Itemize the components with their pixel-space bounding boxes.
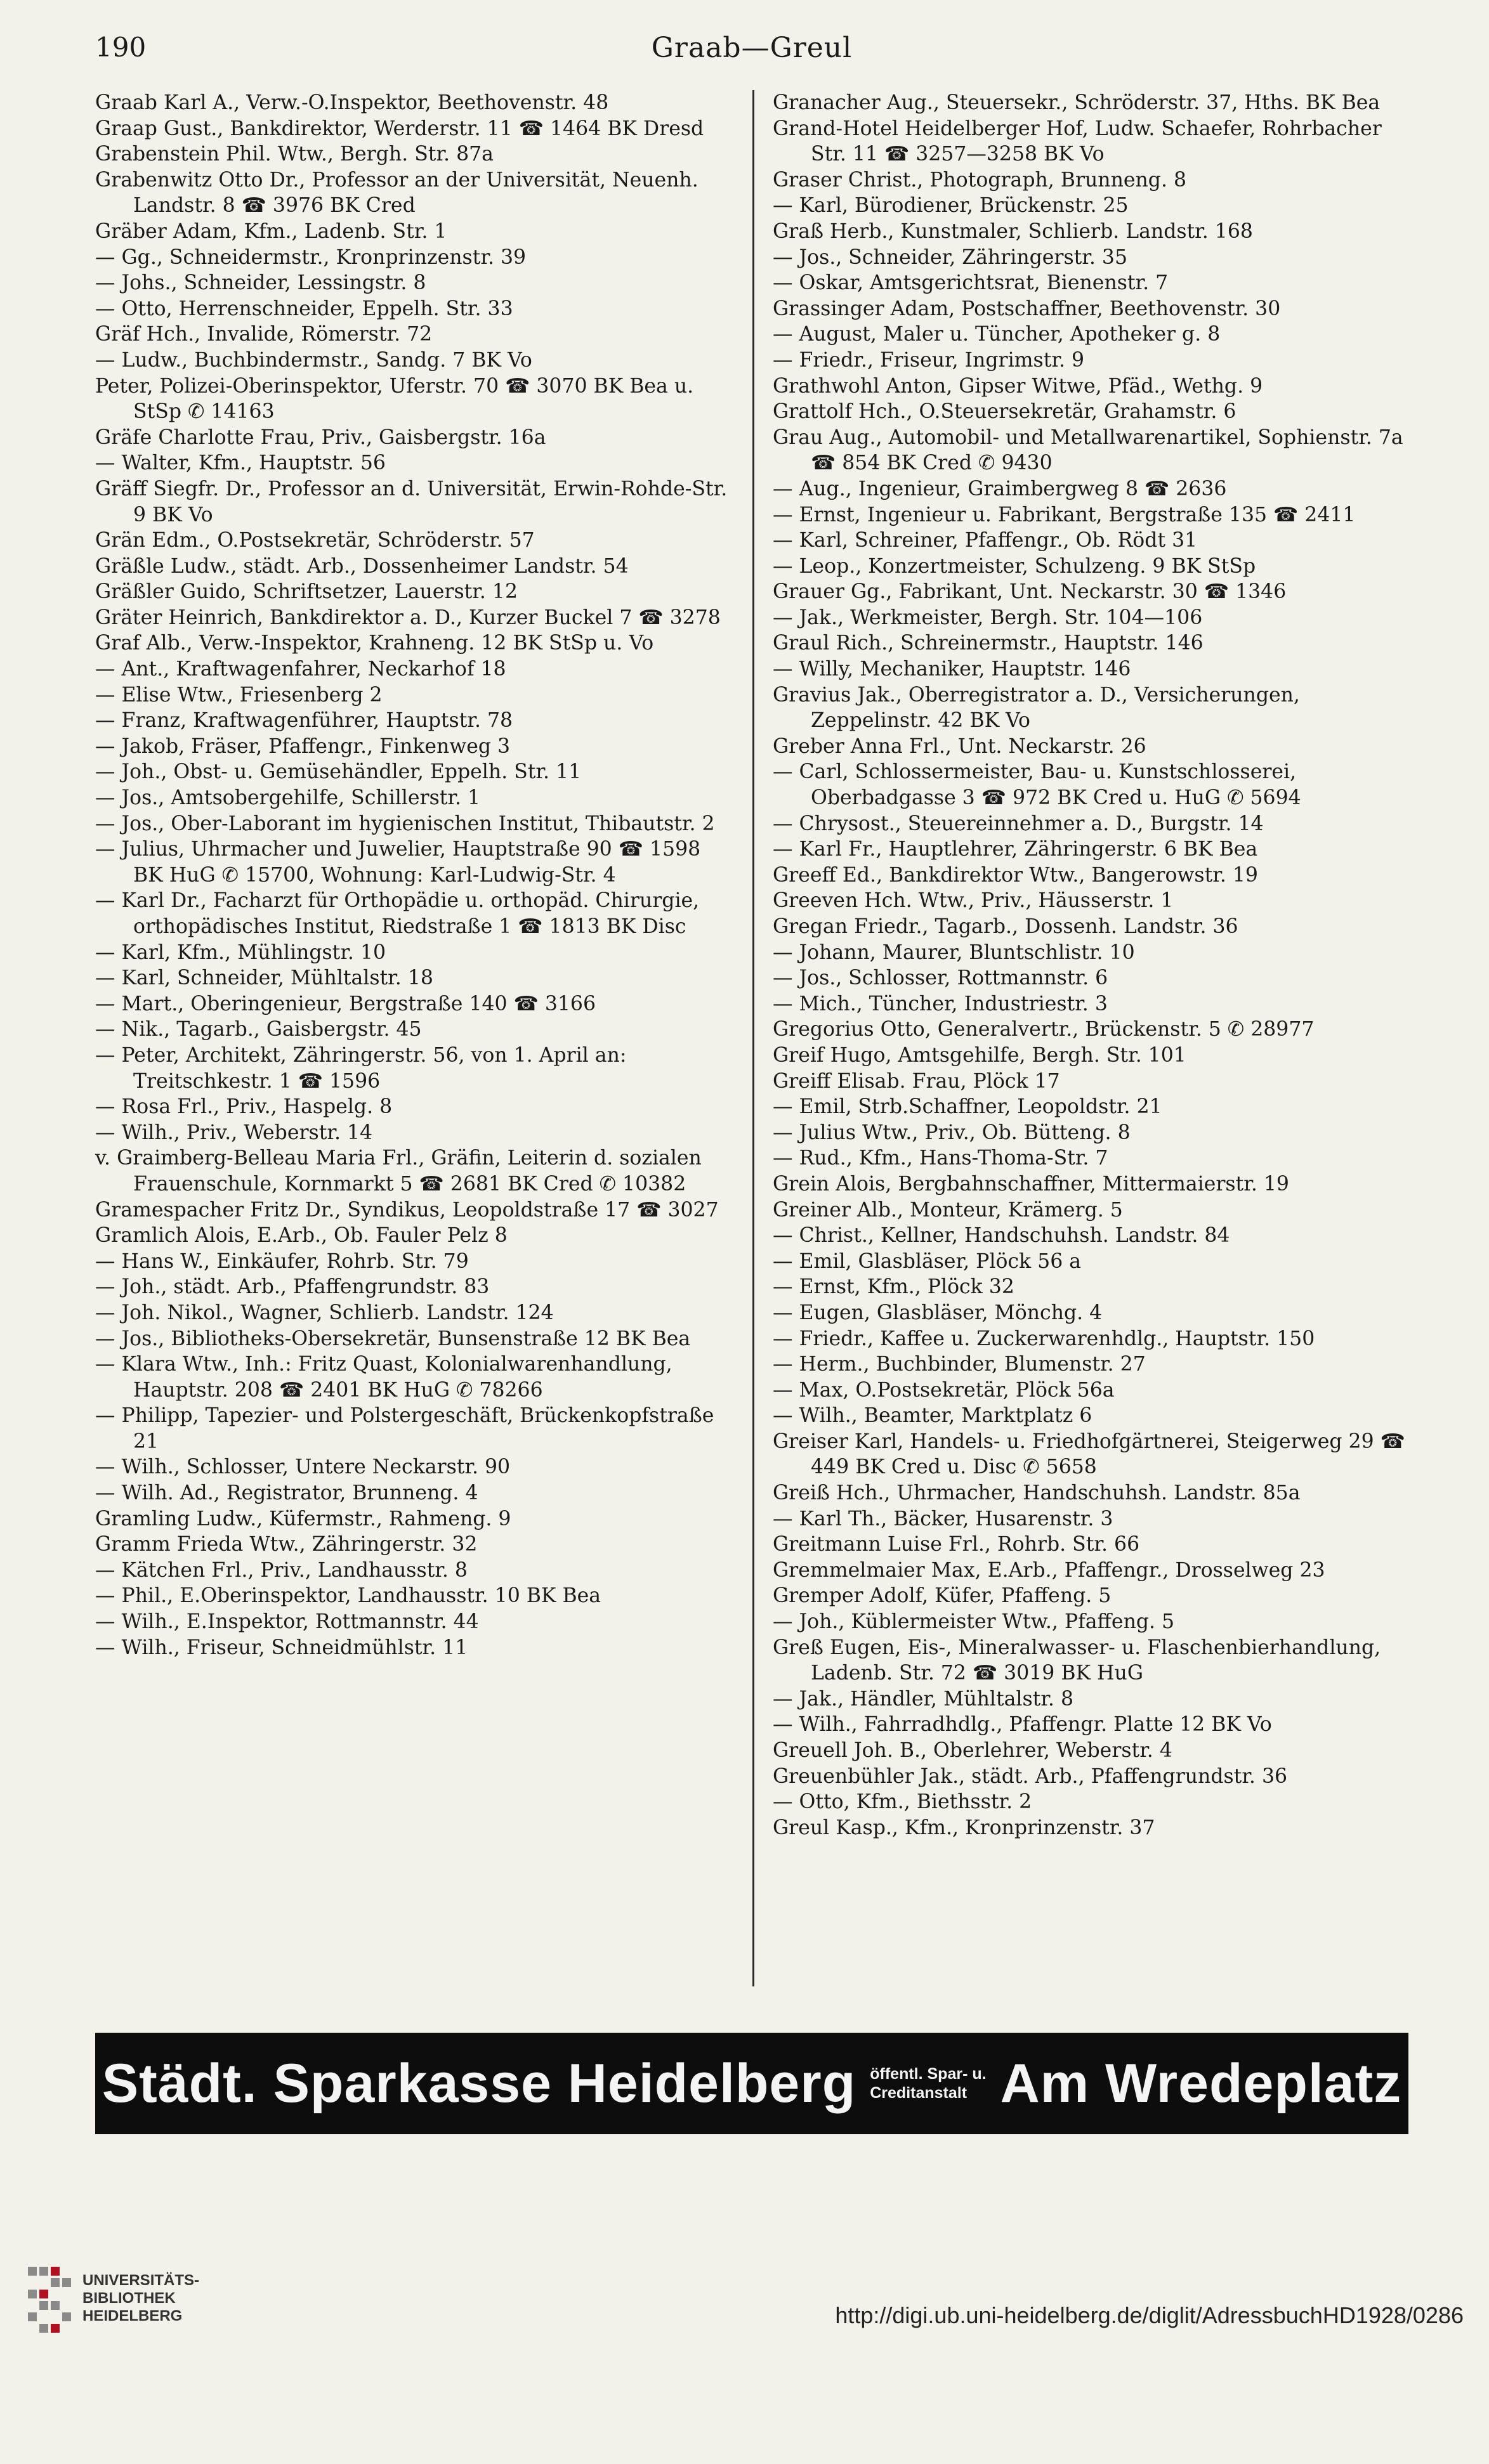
- directory-entry: — Mart., Oberingenieur, Bergstraße 140 ☎ 3166: [95, 992, 596, 1015]
- directory-entry: — Jak., Werkmeister, Bergh. Str. 104—106: [773, 606, 1203, 629]
- directory-entry: — Karl Th., Bäcker, Husarenstr. 3: [773, 1507, 1113, 1530]
- directory-entry: Greeff Ed., Bankdirektor Wtw., Bangerowstr. 19: [773, 863, 1258, 887]
- directory-entry: — Karl, Kfm., Mühlingstr. 10: [95, 941, 386, 964]
- directory-entry: — Max, O.Postsekretär, Plöck 56a: [773, 1378, 1115, 1402]
- directory-entry: — Jos., Amtsobergehilfe, Schillerstr. 1: [95, 786, 481, 810]
- directory-entry: Graul Rich., Schreinermstr., Hauptstr. 146: [773, 632, 1204, 655]
- left-column: [95, 90, 733, 1999]
- directory-entry: — Eugen, Glasbläser, Mönchg. 4: [773, 1301, 1103, 1324]
- directory-entry: Graap Gust., Bankdirektor, Werderstr. 11 ☎ 1464 BK Dresd: [95, 117, 704, 140]
- directory-entry: — Joh., städt. Arb., Pfaffengrundstr. 83: [95, 1275, 490, 1299]
- directory-entry: — Friedr., Friseur, Ingrimstr. 9: [773, 348, 1085, 372]
- directory-entry: — Emil, Strb.Schaffner, Leopoldstr. 21: [773, 1095, 1162, 1119]
- directory-entry: — Leop., Konzertmeister, Schulzeng. 9 BK StSp: [773, 554, 1256, 578]
- directory-entry: Greß Eugen, Eis-, Mineralwasser- u. Flaschenbierhandlung, Ladenb. Str. 72 ☎ 3019 BK HuG: [773, 1636, 1381, 1685]
- directory-entry: Greul Kasp., Kfm., Kronprinzenstr. 37: [773, 1816, 1155, 1839]
- directory-entry: Gräber Adam, Kfm., Ladenb. Str. 1: [95, 219, 447, 243]
- directory-entry: — Wilh. Ad., Registrator, Brunneng. 4: [95, 1482, 478, 1505]
- directory-entry: — Karl Dr., Facharzt für Orthopädie u. orthopäd. Chirurgie, orthopädisches Institut, Riedstraße 1 ☎ 1813 BK Disc: [95, 889, 700, 938]
- directory-entry: — Gg., Schneidermstr., Kronprinzenstr. 39: [95, 245, 527, 269]
- ad-bank-name: Städt. Sparkasse Heidelberg: [102, 2052, 856, 2114]
- directory-entry: — Phil., E.Oberinspektor, Landhausstr. 10 BK Bea: [95, 1584, 601, 1608]
- directory-entry: — Wilh., E.Inspektor, Rottmannstr. 44: [95, 1610, 479, 1634]
- directory-entry: Greeven Hch. Wtw., Priv., Häusserstr. 1: [773, 889, 1174, 913]
- directory-entry: — Christ., Kellner, Handschuhsh. Landstr. 84: [773, 1224, 1230, 1248]
- directory-entry: — Nik., Tagarb., Gaisbergstr. 45: [95, 1018, 422, 1041]
- directory-entry: — Klara Wtw., Inh.: Fritz Quast, Kolonialwarenhandlung, Hauptstr. 208 ☎ 2401 BK HuG ✆ 78266: [95, 1353, 672, 1402]
- directory-entry: — Jos., Schlosser, Rottmannstr. 6: [773, 967, 1108, 990]
- directory-entry: Gräff Siegfr. Dr., Professor an d. Universität, Erwin-Rohde-Str. 9 BK Vo: [95, 477, 728, 526]
- directory-entry: — Peter, Architekt, Zähringerstr. 56, von 1. April an: Treitschkestr. 1 ☎ 1596: [95, 1043, 627, 1093]
- directory-entry: — Willy, Mechaniker, Hauptstr. 146: [773, 658, 1131, 681]
- right-column: [773, 90, 1410, 1999]
- directory-entry: Greuenbühler Jak., städt. Arb., Pfaffengrundstr. 36: [773, 1764, 1288, 1788]
- directory-entry: — Ernst, Ingenieur u. Fabrikant, Bergstraße 135 ☎ 2411: [773, 503, 1356, 526]
- directory-entry: Grein Alois, Bergbahnschaffner, Mittermaierstr. 19: [773, 1172, 1289, 1196]
- library-name-line-3: HEIDELBERG: [82, 2307, 183, 2324]
- directory-entry: Gräßle Ludw., städt. Arb., Dossenheimer Landstr. 54: [95, 554, 629, 578]
- footer: [0, 2239, 1489, 2416]
- directory-entry: Greiß Hch., Uhrmacher, Handschuhsh. Landstr. 85a: [773, 1482, 1301, 1505]
- directory-entry: — Aug., Ingenieur, Graimbergweg 8 ☎ 2636: [773, 477, 1227, 500]
- ad-small-line-1: öffentl. Spar- u.: [870, 2065, 987, 2083]
- running-head: Graab—Greul: [651, 32, 853, 64]
- directory-entry: Grabenstein Phil. Wtw., Bergh. Str. 87a: [95, 143, 494, 166]
- directory-entry: Graf Alb., Verw.-Inspektor, Krahneng. 12 BK StSp u. Vo: [95, 632, 654, 655]
- directory-entry: Greuell Joh. B., Oberlehrer, Weberstr. 4: [773, 1739, 1172, 1762]
- directory-entry: Grän Edm., O.Postsekretär, Schröderstr. 57: [95, 529, 535, 552]
- directory-entry: — Carl, Schlossermeister, Bau- u. Kunstschlosserei, Oberbadgasse 3 ☎ 972 BK Cred u. HuG ✆ 5694: [773, 760, 1301, 810]
- page-header: [95, 25, 1408, 70]
- directory-entry: — Rosa Frl., Priv., Haspelg. 8: [95, 1095, 393, 1119]
- directory-entry: Gramm Frieda Wtw., Zähringerstr. 32: [95, 1533, 478, 1556]
- directory-entry: — Otto, Kfm., Biethsstr. 2: [773, 1790, 1032, 1814]
- directory-entry: — Johann, Maurer, Bluntschlistr. 10: [773, 941, 1135, 964]
- library-name-line-2: BIBLIOTHEK: [82, 2290, 176, 2307]
- directory-entry: — Ernst, Kfm., Plöck 32: [773, 1275, 1014, 1299]
- directory-entry: — Wilh., Priv., Weberstr. 14: [95, 1121, 373, 1144]
- source-url-link[interactable]: http://digi.ub.uni-heidelberg.de/diglit/AdressbuchHD1928/0286: [835, 2302, 1464, 2328]
- library-name: [82, 2272, 199, 2325]
- directory-entry: — Jakob, Fräser, Pfaffengr., Finkenweg 3: [95, 734, 511, 758]
- directory-entry: Grassinger Adam, Postschaffner, Beethovenstr. 30: [773, 297, 1281, 320]
- library-logo-icon: [25, 2264, 73, 2334]
- directory-entry: Grau Aug., Automobil- und Metallwarenartikel, Sophienstr. 7a ☎ 854 BK Cred ✆ 9430: [773, 426, 1403, 475]
- directory-entry: — Jos., Ober-Laborant im hygienischen Institut, Thibautstr. 2: [95, 812, 715, 835]
- directory-entry: Grand-Hotel Heidelberger Hof, Ludw. Schaefer, Rohrbacher Str. 11 ☎ 3257—3258 BK Vo: [773, 117, 1382, 166]
- directory-entry: Greber Anna Frl., Unt. Neckarstr. 26: [773, 734, 1146, 758]
- directory-entry: — Jos., Bibliotheks-Obersekretär, Bunsenstraße 12 BK Bea: [95, 1327, 691, 1350]
- directory-entry: Gremper Adolf, Küfer, Pfaffeng. 5: [773, 1584, 1112, 1608]
- directory-entry: — Wilh., Beamter, Marktplatz 6: [773, 1404, 1092, 1428]
- directory-entry: — Walter, Kfm., Hauptstr. 56: [95, 452, 386, 475]
- directory-entry: — Ludw., Buchbindermstr., Sandg. 7 BK Vo: [95, 348, 532, 372]
- ad-small-line-2: Creditanstalt: [870, 2084, 968, 2102]
- directory-entry: Gräf Hch., Invalide, Römerstr. 72: [95, 323, 433, 346]
- directory-entry: — Hans W., Einkäufer, Rohrb. Str. 79: [95, 1249, 469, 1273]
- page-number: 190: [95, 32, 147, 63]
- directory-entry: — Chrysost., Steuereinnehmer a. D., Burgstr. 14: [773, 812, 1264, 835]
- ad-bank-type: [870, 2064, 986, 2102]
- directory-entry: Gregan Friedr., Tagarb., Dossenh. Landstr. 36: [773, 915, 1238, 938]
- directory-entry: — Wilh., Fahrradhdlg., Pfaffengr. Platte 12 BK Vo: [773, 1713, 1272, 1737]
- directory-entry: Granacher Aug., Steuersekr., Schröderstr. 37, Hths. BK Bea: [773, 91, 1381, 114]
- directory-entry: — Philipp, Tapezier- und Polstergeschäft, Brückenkopfstraße 21: [95, 1404, 714, 1453]
- directory-columns: [95, 90, 1408, 1999]
- directory-entry: Greiff Elisab. Frau, Plöck 17: [773, 1069, 1060, 1093]
- directory-entry: Graser Christ., Photograph, Brunneng. 8: [773, 168, 1187, 192]
- directory-entry: Gramespacher Fritz Dr., Syndikus, Leopoldstraße 17 ☎ 3027: [95, 1198, 719, 1222]
- directory-entry: — Emil, Glasbläser, Plöck 56 a: [773, 1249, 1082, 1273]
- directory-entry: — Julius Wtw., Priv., Ob. Bütteng. 8: [773, 1121, 1131, 1144]
- directory-entry: — Elise Wtw., Friesenberg 2: [95, 683, 383, 707]
- directory-entry: Grathwohl Anton, Gipser Witwe, Pfäd., Wethg. 9: [773, 374, 1263, 398]
- directory-entry: — Karl, Bürodiener, Brückenstr. 25: [773, 194, 1129, 218]
- directory-entry: — Julius, Uhrmacher und Juwelier, Hauptstraße 90 ☎ 1598 BK HuG ✆ 15700, Wohnung: Karl-Ludwig-Str. 4: [95, 838, 701, 887]
- directory-entry: — Joh., Küblermeister Wtw., Pfaffeng. 5: [773, 1610, 1175, 1634]
- directory-entry: — Ant., Kraftwagenfahrer, Neckarhof 18: [95, 658, 506, 681]
- directory-entry: Grauer Gg., Fabrikant, Unt. Neckarstr. 30 ☎ 1346: [773, 580, 1287, 604]
- directory-entry: Grattolf Hch., O.Steuersekretär, Grahamstr. 6: [773, 400, 1236, 424]
- directory-entry: — Herm., Buchbinder, Blumenstr. 27: [773, 1353, 1146, 1376]
- directory-entry: Peter, Polizei-Oberinspektor, Uferstr. 70 ☎ 3070 BK Bea u. StSp ✆ 14163: [95, 374, 694, 424]
- directory-entry: — Jak., Händler, Mühltalstr. 8: [773, 1687, 1073, 1711]
- directory-entry: — Wilh., Friseur, Schneidmühlstr. 11: [95, 1636, 468, 1659]
- directory-entry: — Johs., Schneider, Lessingstr. 8: [95, 271, 426, 295]
- directory-entry: — Otto, Herrenschneider, Eppelh. Str. 33: [95, 297, 513, 320]
- advertisement-banner: [95, 2033, 1408, 2134]
- directory-entry: — Mich., Tüncher, Industriestr. 3: [773, 992, 1108, 1015]
- directory-entry: — Karl, Schreiner, Pfaffengr., Ob. Rödt 31: [773, 529, 1198, 552]
- directory-entry: — Joh. Nikol., Wagner, Schlierb. Landstr. 124: [95, 1301, 554, 1324]
- ad-location: Am Wredeplatz: [1000, 2052, 1402, 2114]
- directory-entry: — Friedr., Kaffee u. Zuckerwarenhdlg., Hauptstr. 150: [773, 1327, 1315, 1350]
- directory-entry: — Franz, Kraftwagenführer, Hauptstr. 78: [95, 709, 513, 733]
- directory-entry: — Joh., Obst- u. Gemüsehändler, Eppelh. Str. 11: [95, 760, 582, 784]
- directory-entry: — August, Maler u. Tüncher, Apotheker g. 8: [773, 323, 1221, 346]
- directory-entry: Gräßler Guido, Schriftsetzer, Lauerstr. 12: [95, 580, 518, 604]
- directory-entry: Gregorius Otto, Generalvertr., Brückenstr. 5 ✆ 28977: [773, 1018, 1315, 1041]
- directory-entry: — Karl, Schneider, Mühltalstr. 18: [95, 967, 433, 990]
- directory-entry: Grabenwitz Otto Dr., Professor an der Universität, Neuenh. Landstr. 8 ☎ 3976 BK Cred: [95, 168, 699, 218]
- directory-entry: Greif Hugo, Amtsgehilfe, Bergh. Str. 101: [773, 1043, 1186, 1067]
- directory-entry: — Kätchen Frl., Priv., Landhausstr. 8: [95, 1558, 468, 1582]
- directory-entry: Gravius Jak., Oberregistrator a. D., Versicherungen, Zeppelinstr. 42 BK Vo: [773, 683, 1300, 733]
- directory-entry: Greiner Alb., Monteur, Krämerg. 5: [773, 1198, 1123, 1222]
- directory-entry: — Rud., Kfm., Hans-Thoma-Str. 7: [773, 1147, 1108, 1170]
- directory-entry: Greiser Karl, Handels- u. Friedhofgärtnerei, Steigerweg 29 ☎ 449 BK Cred u. Disc ✆ 5658: [773, 1430, 1405, 1479]
- directory-entry: Gräfe Charlotte Frau, Priv., Gaisbergstr. 16a: [95, 426, 546, 449]
- library-name-line-1: UNIVERSITÄTS-: [82, 2272, 200, 2289]
- directory-entry: — Jos., Schneider, Zähringerstr. 35: [773, 245, 1128, 269]
- directory-entry: v. Graimberg-Belleau Maria Frl., Gräfin, Leiterin d. sozialen Frauenschule, Kornmarkt 5 ☎ 2681 BK Cred ✆ 10382: [95, 1147, 702, 1196]
- directory-entry: Graab Karl A., Verw.-O.Inspektor, Beethovenstr. 48: [95, 91, 609, 114]
- directory-entry: Gräter Heinrich, Bankdirektor a. D., Kurzer Buckel 7 ☎ 3278: [95, 606, 721, 629]
- directory-entry: Gramlich Alois, E.Arb., Ob. Fauler Pelz 8: [95, 1224, 508, 1248]
- directory-entry: — Oskar, Amtsgerichtsrat, Bienenstr. 7: [773, 271, 1169, 295]
- column-divider: [752, 90, 754, 1986]
- directory-entry: Gramling Ludw., Küfermstr., Rahmeng. 9: [95, 1507, 511, 1530]
- directory-entry: Graß Herb., Kunstmaler, Schlierb. Landstr. 168: [773, 219, 1253, 243]
- directory-entry: — Karl Fr., Hauptlehrer, Zähringerstr. 6 BK Bea: [773, 838, 1258, 861]
- directory-entry: Gremmelmaier Max, E.Arb., Pfaffengr., Drosselweg 23: [773, 1558, 1325, 1582]
- directory-entry: Greitmann Luise Frl., Rohrb. Str. 66: [773, 1533, 1140, 1556]
- directory-entry: — Wilh., Schlosser, Untere Neckarstr. 90: [95, 1456, 511, 1479]
